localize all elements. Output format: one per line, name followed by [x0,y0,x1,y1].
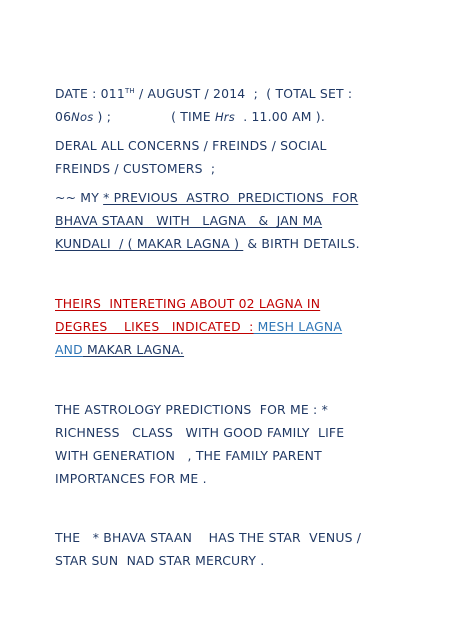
lagna-line-1: THEIRS INTERETING ABOUT 02 LAGNA IN [55,296,321,311]
and-text: AND [55,342,83,357]
makar-lagna: MAKAR LAGNA. [82,342,185,357]
time-value: . 11.00 AM ). [234,109,325,124]
concerns-line-1: DERAL ALL CONCERNS / FREINDS / SOCIAL [55,138,327,153]
predictions-line-2: RICHNESS CLASS WITH GOOD FAMILY LIFE [55,425,345,440]
concerns-line-2: FREINDS / CUSTOMERS ; [55,161,216,176]
predictions-line-4: IMPORTANCES FOR ME . [55,471,207,486]
set-unit: Nos [71,110,94,124]
set-close: ) ; [93,109,112,124]
date-line [55,86,352,101]
predictions-line-3: WITH GENERATION , THE FAMILY PARENT [55,448,322,463]
date-superscript: TH [124,87,135,95]
predictions-line-1: THE ASTROLOGY PREDICTIONS FOR ME : * [55,402,328,417]
kundali-text: KUNDALI / ( MAKAR LAGNA ) [55,236,244,251]
set-time-line [55,109,325,124]
mesh-lagna: MESH LAGNA [253,319,343,334]
lagna-line-3 [55,342,184,357]
bhava-line-1: THE * BHAVA STAAN HAS THE STAR VENUS / [55,530,362,545]
lagna-line-2 [55,319,342,334]
previous-heading: * PREVIOUS ASTRO PREDICTIONS FOR [103,190,359,205]
previous-line-1 [55,190,358,205]
set-count: 06 [55,109,72,124]
time-label: ( TIME [171,109,215,124]
bhava-line-2: STAR SUN NAD STAR MERCURY . [55,553,265,568]
previous-prefix: ~~ MY [55,190,104,205]
date-label: DATE : 011 [55,86,125,101]
previous-line-3 [55,236,360,251]
time-unit: Hrs [214,110,235,124]
previous-line-2: BHAVA STAAN WITH LAGNA & JAN MA [55,213,323,228]
lagna-degrees: DEGRES LIKES INDICATED : [55,319,254,334]
date-rest: / AUGUST / 2014 ; ( TOTAL SET : [134,86,353,101]
birth-details-text: & BIRTH DETAILS. [243,236,360,251]
